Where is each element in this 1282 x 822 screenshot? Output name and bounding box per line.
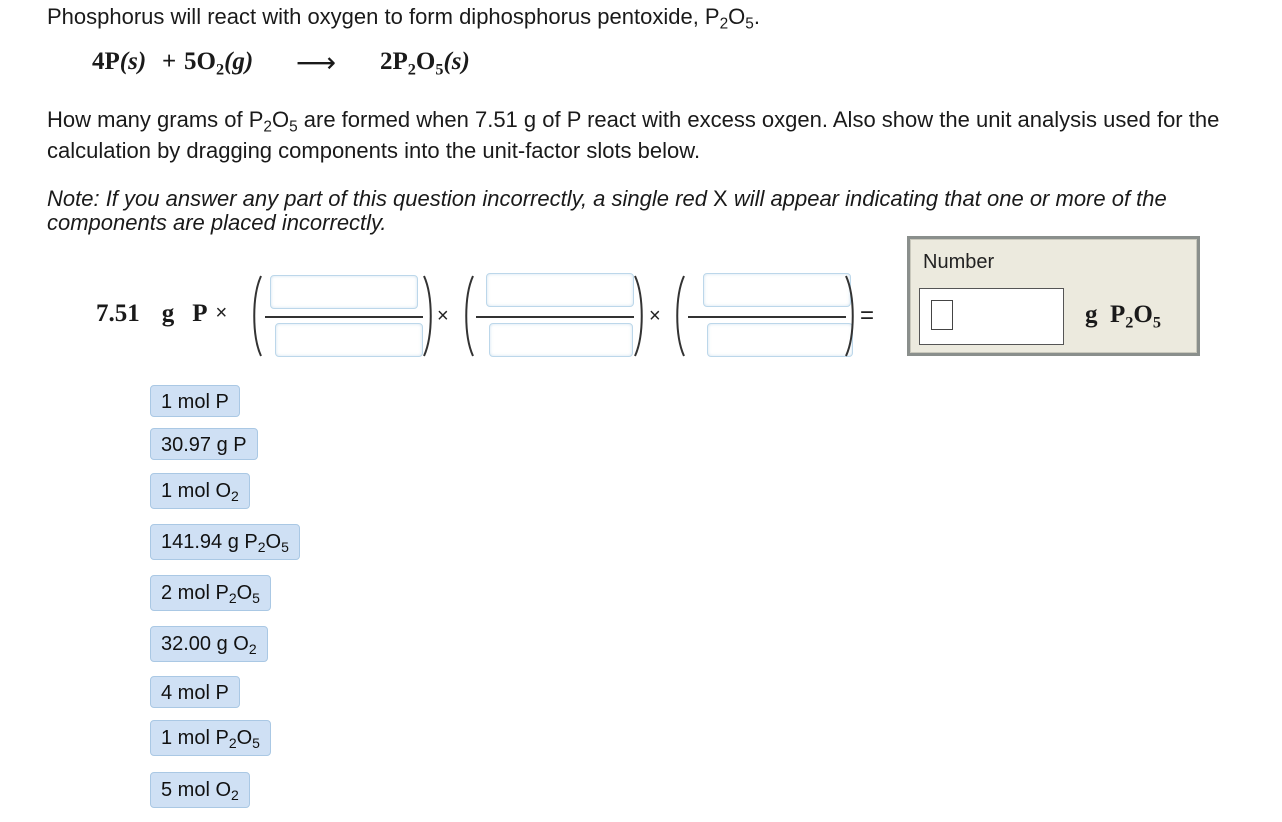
left-paren-factor-3 <box>673 274 687 358</box>
right-paren-factor-3 <box>843 274 857 358</box>
left-paren-factor-1 <box>250 274 264 358</box>
right-paren-factor-1 <box>421 274 435 358</box>
factor-3-fraction-bar <box>688 316 846 318</box>
intro-text: Phosphorus will react with oxygen to form diphosphorus pentoxide, $P_2O_5$. <box>47 4 760 33</box>
factor-3-denominator-slot[interactable] <box>707 323 853 357</box>
equals-sign: = <box>860 302 875 329</box>
factor-2-numerator-slot[interactable] <box>486 273 634 307</box>
tile-2-mol-p2o5[interactable]: 2 mol $P_2O_5$ <box>150 575 271 611</box>
times-sign: × <box>649 305 661 327</box>
tile-4-mol-p[interactable]: 4 mol P <box>150 676 240 708</box>
tile-30-97-g-p[interactable]: 30.97 g P <box>150 428 258 460</box>
answer-entry-box[interactable] <box>931 300 953 330</box>
tile-141-94-g-p2o5[interactable]: 141.94 g $P_2O_5$ <box>150 524 300 560</box>
given-species: P <box>192 300 208 327</box>
factor-2-fraction-bar <box>476 316 634 318</box>
right-paren-factor-2 <box>632 274 646 358</box>
factor-3-numerator-slot[interactable] <box>703 273 851 307</box>
question-text: How many grams of $P_2O_5$ are formed when 7.51 g of P react with excess oxgen. Also show the unit analysis used for the calculation by dragging components into the unit-factor slots below. <box>47 107 1220 163</box>
tile-1-mol-o2[interactable]: 1 mol $O_2$ <box>150 473 250 509</box>
reactant-phosphorus: 4P(s) <box>92 48 147 75</box>
factor-2-denominator-slot[interactable] <box>489 323 633 357</box>
tile-5-mol-o2[interactable]: 5 mol $O_2$ <box>150 772 250 808</box>
reactant-oxygen: $5O_2(g)$ <box>184 48 254 79</box>
factor-1-numerator-slot[interactable] <box>270 275 418 309</box>
tile-1-mol-p2o5[interactable]: 1 mol $P_2O_5$ <box>150 720 271 756</box>
answer-unit: g $P_2O_5$ <box>1085 301 1161 332</box>
given-quantity <box>96 300 227 328</box>
factor-1-fraction-bar <box>265 316 423 318</box>
factor-1-denominator-slot[interactable] <box>275 323 423 357</box>
times-sign: × <box>437 305 449 327</box>
answer-label: Number <box>923 251 995 273</box>
answer-number-input[interactable] <box>919 288 1064 345</box>
product-p2o5: $2P_2O_5(s)$ <box>380 48 470 79</box>
times-sign: × <box>215 302 228 324</box>
note-text: Note: If you answer any part of this question incorrectly, a single red X will appear indicating that one or more of the components are placed incorrectly. <box>47 186 1167 235</box>
given-unit: g <box>161 300 175 327</box>
left-paren-factor-2 <box>462 274 476 358</box>
tile-1-mol-p[interactable]: 1 mol P <box>150 385 240 417</box>
given-value: 7.51 <box>96 300 140 327</box>
reaction-arrow: ⟶ <box>296 46 337 79</box>
plus-sign: + <box>162 48 177 75</box>
answer-panel <box>907 236 1200 356</box>
tile-32-00-g-o2[interactable]: 32.00 g $O_2$ <box>150 626 268 662</box>
